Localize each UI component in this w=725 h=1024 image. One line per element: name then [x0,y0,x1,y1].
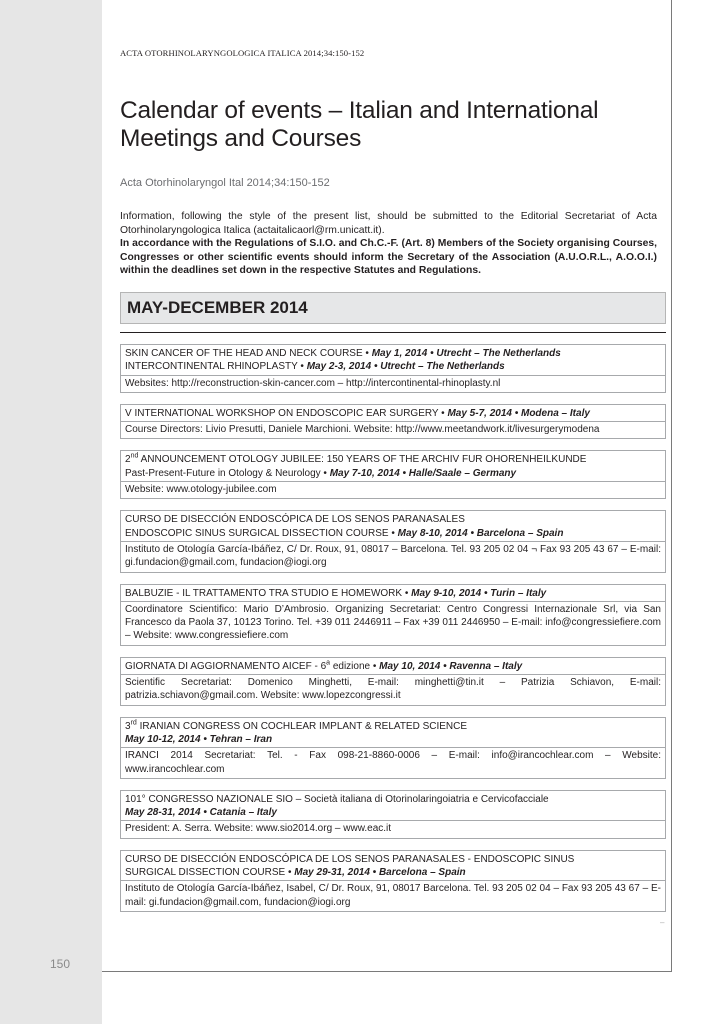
event-title: ANNOUNCEMENT OTOLOGY JUBILEE: 150 YEARS OF THE ARCHIV FUR OHORENHEILKUNDE [138,454,587,466]
event-date-place: May 8-10, 2014 • Barcelona – Spain [397,527,564,539]
event-date-place: May 2-3, 2014 • Utrecht – The Netherlands [306,361,505,373]
event-header [121,345,665,375]
event-details: Scientific Secretariat: Domenico Minghetti, E-mail: minghetti@tin.it – Patrizia Schiavon, E-mail: patrizia.schiavon@gmail.com. Website: www.lopezcongressi.it [121,674,665,705]
ordinal-number: 3 [125,720,131,732]
event-entry [120,404,666,440]
event-entry [120,657,666,706]
section-header [120,292,666,324]
event-title: SKIN CANCER OF THE HEAD AND NECK COURSE • [125,348,372,359]
event-details: Course Directors: Livio Presutti, Daniele Marchioni. Website: http://www.meetandwork.it/livesurgerymodena [121,421,665,438]
event-details: Instituto de Otología García-Ibáñez, C/ Dr. Roux, 91, 08017 – Barcelona. Tel. 93 205 02 04 ¬ Fax 93 205 43 67 – E-mail: gi.fundacion@gmail.com, fundacion@iogi.org [121,541,665,572]
event-entry [120,584,666,646]
event-header [121,585,665,601]
event-header [121,451,665,481]
left-margin-band [0,0,102,1024]
footer-mark: – [660,918,665,927]
journal-header: ACTA OTORHINOLARYNGOLOGICA ITALICA 2014;34:150-152 [120,48,365,58]
event-date-place: May 5-7, 2014 • Modena – Italy [447,407,590,419]
citation: Acta Otorhinolaryngol Ital 2014;34:150-152 [120,177,330,189]
event-subtitle: ENDOSCOPIC SINUS SURGICAL DISSECTION COURSE • [125,527,398,539]
ordinal-suffix: rd [130,719,137,727]
event-entry [120,344,666,393]
event-title: 101° CONGRESSO NAZIONALE SIO – Società italiana di Otorinolaringoiatria e Cervicofacciale [125,793,549,805]
event-title: CURSO DE DISECCIÓN ENDOSCÓPICA DE LOS SENOS PARANASALES - ENDOSCOPIC SINUS [125,853,575,865]
event-header [121,851,665,881]
regulations-paragraph: In accordance with the Regulations of S.I.O. and Ch.C.-F. (Art. 8) Members of the Society organising Courses, Congresses or other scientific events should inform the Secretary of the Association (A.U.O.R.L., A.O.O.I.) within the deadlines set down in the respective Statutes and Regulations. [120,238,657,276]
event-date-place: May 10, 2014 • Ravenna – Italy [379,660,523,672]
event-date-place: May 7-10, 2014 • Halle/Saale – Germany [329,467,517,479]
event-title: CURSO DE DISECCIÓN ENDOSCÓPICA DE LOS SENOS PARANASALES [125,514,465,526]
event-details: Instituto de Otología García-Ibáñez, Isabel, C/ Dr. Roux, 91, 08017 Barcelona. Tel. 93 205 02 04 – Fax 93 205 43 67 – E-mail: gi.fundacion@gmail.com, fundacion@iogi.org [121,880,665,911]
event-subtitle: Past-Present-Future in Otology & Neurology • [125,467,330,479]
event-date-place: May 29-31, 2014 • Barcelona – Spain [294,867,466,879]
event-entry [120,450,666,499]
ordinal-number: 2 [125,454,131,466]
section-rule [120,332,666,333]
event-header [121,658,665,674]
event-header [121,718,665,748]
event-entry [120,850,666,912]
event-date-place: May 10-12, 2014 • Tehran – Iran [125,733,273,745]
info-paragraph: Information, following the style of the present list, should be submitted to the Editorial Secretariat of Acta Otorhinolaryngologica Italica (actaitalicaorl@rm.unicatt.it). [120,211,657,236]
event-details: IRANCI 2014 Secretariat: Tel. - Fax 098-21-8860-0006 – E-mail: info@irancochlear.com – Website: www.irancochlear.com [121,747,665,778]
page-title: Calendar of events – Italian and International Meetings and Courses [120,97,599,152]
page-number: 150 [50,957,71,971]
event-header [121,511,665,541]
event-title: IRANIAN CONGRESS ON COCHLEAR IMPLANT & RELATED SCIENCE [136,720,468,732]
event-date-place: May 28-31, 2014 • Catania – Italy [125,807,277,819]
event-details: Website: www.otology-jubilee.com [121,481,665,498]
event-title: GIORNATA DI AGGIORNAMENTO AICEF - 6 [125,660,327,672]
events-list [120,344,666,923]
event-title: BALBUZIE - IL TRATTAMENTO TRA STUDIO E HOMEWORK • [125,587,412,599]
event-title: V INTERNATIONAL WORKSHOP ON ENDOSCOPIC EAR SURGERY • [125,407,448,419]
event-header [121,405,665,421]
event-details: Websites: http://reconstruction-skin-cancer.com – http://intercontinental-rhinoplasty.nl [121,375,665,392]
event-entry [120,717,666,779]
event-details: President: A. Serra. Website: www.sio2014.org – www.eac.it [121,820,665,837]
ordinal-suffix: nd [130,453,139,461]
event-entry [120,790,666,839]
event-title: INTERCONTINENTAL RHINOPLASTY • [125,361,307,373]
event-date-place: May 9-10, 2014 • Turin – Italy [411,587,547,599]
event-edition: edizione • [330,660,380,672]
event-subtitle: SURGICAL DISSECTION COURSE • [125,867,295,879]
event-date-place: May 1, 2014 • Utrecht – The Netherlands [371,348,561,359]
event-header [121,791,665,821]
info-block [120,210,657,278]
event-entry [120,510,666,572]
event-details: Coordinatore Scientifico: Mario D’Ambrosio. Organizing Secretariat: Centro Congressi Internazionale Srl, via San Francesco da Paola 37, 10123 Torino. Tel. +39 011 2446911 – Fax +39 011 2446950 – E-mail: info@congressiefiere.com – Website: www.congressiefiere.com [121,601,665,645]
ordinal-suffix: a [326,659,331,667]
section-title: MAY-DECEMBER 2014 [127,298,308,317]
